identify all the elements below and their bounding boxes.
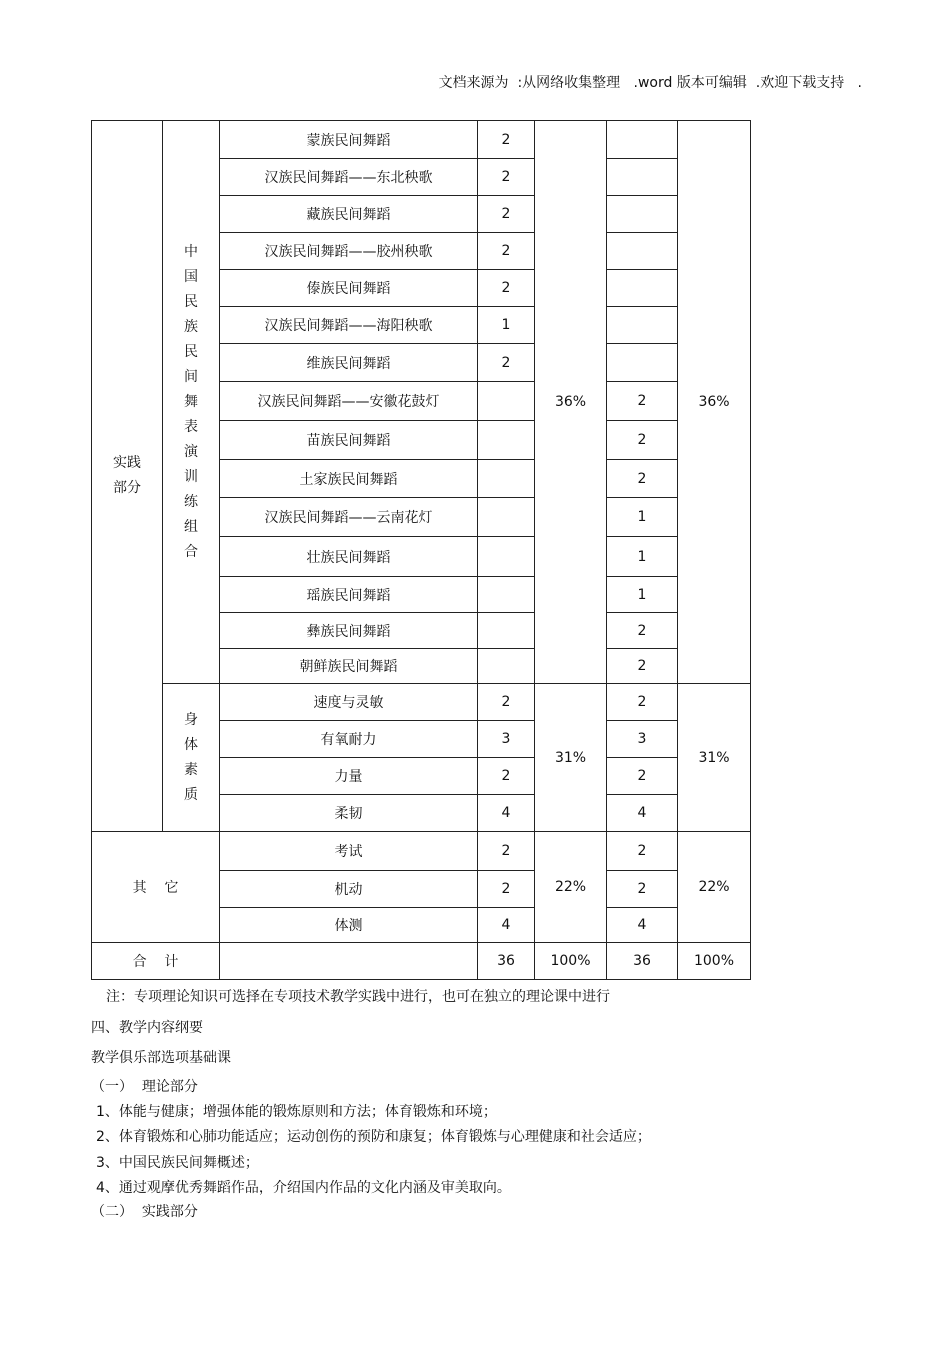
- hours-sem1-cell: 2: [478, 233, 535, 270]
- total-row: [92, 943, 751, 980]
- hours-sem2-cell: [607, 121, 678, 159]
- percent-sem1-cell: 31%: [535, 684, 607, 832]
- item-cell: 藏族民间舞蹈: [220, 196, 478, 233]
- item-cell: 土家族民间舞蹈: [220, 460, 478, 498]
- total-hours-sem1: 36: [478, 943, 535, 980]
- vertical-char: 体: [184, 736, 198, 753]
- item-cell: 机动: [220, 871, 478, 908]
- vertical-char: 间: [184, 368, 198, 385]
- hours-sem2-cell: 2: [607, 871, 678, 908]
- hours-sem1-cell: 4: [478, 795, 535, 832]
- item-cell: 汉族民间舞蹈——海阳秧歌: [220, 307, 478, 344]
- item-cell: 有氧耐力: [220, 721, 478, 758]
- item-cell: 速度与灵敏: [220, 684, 478, 721]
- percent-sem1-cell: 22%: [535, 832, 607, 943]
- item-cell: 汉族民间舞蹈——东北秧歌: [220, 159, 478, 196]
- hours-sem2-cell: 4: [607, 908, 678, 943]
- course-title: 教学俱乐部选项基础课: [91, 1050, 231, 1066]
- category-practice-label: [92, 121, 163, 832]
- percent-sem2-cell: 36%: [678, 121, 751, 684]
- section-heading: 四、教学内容纲要: [91, 1020, 203, 1036]
- category-other-label: 其 它: [92, 832, 220, 943]
- hours-sem2-cell: 2: [607, 684, 678, 721]
- vertical-char: 演: [184, 443, 198, 460]
- item-cell: 维族民间舞蹈: [220, 344, 478, 382]
- course-hours-table: [91, 120, 751, 980]
- hours-sem1-cell: [478, 460, 535, 498]
- hours-sem2-cell: [607, 196, 678, 233]
- vertical-char: 表: [184, 418, 198, 435]
- hours-sem2-cell: 2: [607, 649, 678, 684]
- hours-sem2-cell: 2: [607, 421, 678, 460]
- total-percent-sem2: 100%: [678, 943, 751, 980]
- subsection-theory: （一） 理论部分: [91, 1079, 198, 1095]
- hours-sem1-cell: 1: [478, 307, 535, 344]
- item-cell: 力量: [220, 758, 478, 795]
- vertical-char: 身: [184, 711, 198, 728]
- item-cell: 汉族民间舞蹈——胶州秧歌: [220, 233, 478, 270]
- hours-sem1-cell: 2: [478, 832, 535, 871]
- item-cell: 蒙族民间舞蹈: [220, 121, 478, 159]
- total-label: 合 计: [92, 943, 220, 980]
- group-fitness-label: [163, 684, 220, 832]
- vertical-char: 训: [184, 468, 198, 485]
- percent-sem2-cell: 31%: [678, 684, 751, 832]
- hours-sem2-cell: 2: [607, 460, 678, 498]
- hours-sem1-cell: 2: [478, 344, 535, 382]
- table-note: 注：专项理论知识可选择在专项技术教学实践中进行，也可在独立的理论课中进行: [106, 989, 610, 1005]
- hours-sem1-cell: 3: [478, 721, 535, 758]
- hours-sem2-cell: [607, 233, 678, 270]
- percent-sem2-cell: 22%: [678, 832, 751, 943]
- item-cell: 考试: [220, 832, 478, 871]
- item-cell: 壮族民间舞蹈: [220, 537, 478, 577]
- hours-sem2-cell: 1: [607, 537, 678, 577]
- vertical-char: 民: [184, 293, 198, 310]
- hours-sem2-cell: [607, 344, 678, 382]
- total-hours-sem2: 36: [607, 943, 678, 980]
- hours-sem2-cell: 1: [607, 498, 678, 537]
- percent-sem1-cell: 36%: [535, 121, 607, 684]
- vertical-char: 实践: [113, 455, 141, 471]
- page-header: 文档来源为 :从网络收集整理 .word 版本可编辑 .欢迎下载支持 .: [438, 75, 862, 91]
- hours-sem1-cell: [478, 537, 535, 577]
- item-cell: 体测: [220, 908, 478, 943]
- vertical-char: 国: [184, 268, 198, 285]
- group-folk-label: [163, 121, 220, 684]
- item-cell: [220, 943, 478, 980]
- hours-sem1-cell: [478, 382, 535, 421]
- table-row: [92, 832, 751, 871]
- item-cell: 朝鲜族民间舞蹈: [220, 649, 478, 684]
- hours-sem1-cell: [478, 421, 535, 460]
- hours-sem2-cell: 4: [607, 795, 678, 832]
- total-percent-sem1: 100%: [535, 943, 607, 980]
- hours-sem2-cell: 2: [607, 758, 678, 795]
- vertical-char: 部分: [113, 480, 141, 496]
- item-cell: 汉族民间舞蹈——云南花灯: [220, 498, 478, 537]
- hours-sem1-cell: 2: [478, 159, 535, 196]
- hours-sem1-cell: 4: [478, 908, 535, 943]
- hours-sem1-cell: [478, 649, 535, 684]
- hours-sem2-cell: [607, 307, 678, 344]
- vertical-char: 组: [184, 518, 198, 535]
- hours-sem1-cell: 2: [478, 758, 535, 795]
- vertical-char: 质: [184, 786, 198, 803]
- item-cell: 柔韧: [220, 795, 478, 832]
- vertical-char: 练: [184, 493, 198, 510]
- vertical-char: 中: [184, 243, 198, 260]
- hours-sem2-cell: 2: [607, 832, 678, 871]
- hours-sem1-cell: 2: [478, 684, 535, 721]
- content-item: 3、中国民族民间舞概述；: [96, 1155, 259, 1171]
- content-item: 4、通过观摩优秀舞蹈作品，介绍国内作品的文化内涵及审美取向。: [96, 1180, 511, 1196]
- vertical-char: 族: [184, 318, 198, 335]
- hours-sem1-cell: [478, 613, 535, 649]
- item-cell: 汉族民间舞蹈——安徽花鼓灯: [220, 382, 478, 421]
- hours-sem1-cell: 2: [478, 121, 535, 159]
- hours-sem1-cell: 2: [478, 196, 535, 233]
- vertical-char: 合: [184, 543, 198, 560]
- hours-sem1-cell: [478, 498, 535, 537]
- hours-sem1-cell: 2: [478, 871, 535, 908]
- hours-sem2-cell: [607, 270, 678, 307]
- table-row: [92, 684, 751, 721]
- item-cell: 傣族民间舞蹈: [220, 270, 478, 307]
- item-cell: 瑶族民间舞蹈: [220, 577, 478, 613]
- hours-sem2-cell: 2: [607, 613, 678, 649]
- hours-sem1-cell: [478, 577, 535, 613]
- hours-sem2-cell: 3: [607, 721, 678, 758]
- vertical-char: 民: [184, 343, 198, 360]
- hours-sem2-cell: [607, 159, 678, 196]
- item-cell: 彝族民间舞蹈: [220, 613, 478, 649]
- vertical-char: 素: [184, 761, 198, 778]
- hours-sem1-cell: 2: [478, 270, 535, 307]
- content-item: 1、体能与健康；增强体能的锻炼原则和方法；体育锻炼和环境；: [96, 1104, 497, 1120]
- table-row: [92, 121, 751, 159]
- hours-sem2-cell: 1: [607, 577, 678, 613]
- item-cell: 苗族民间舞蹈: [220, 421, 478, 460]
- hours-sem2-cell: 2: [607, 382, 678, 421]
- vertical-char: 舞: [184, 393, 198, 410]
- subsection-practice: （二） 实践部分: [91, 1204, 198, 1220]
- content-item: 2、体育锻炼和心肺功能适应；运动创伤的预防和康复；体育锻炼与心理健康和社会适应；: [96, 1129, 651, 1145]
